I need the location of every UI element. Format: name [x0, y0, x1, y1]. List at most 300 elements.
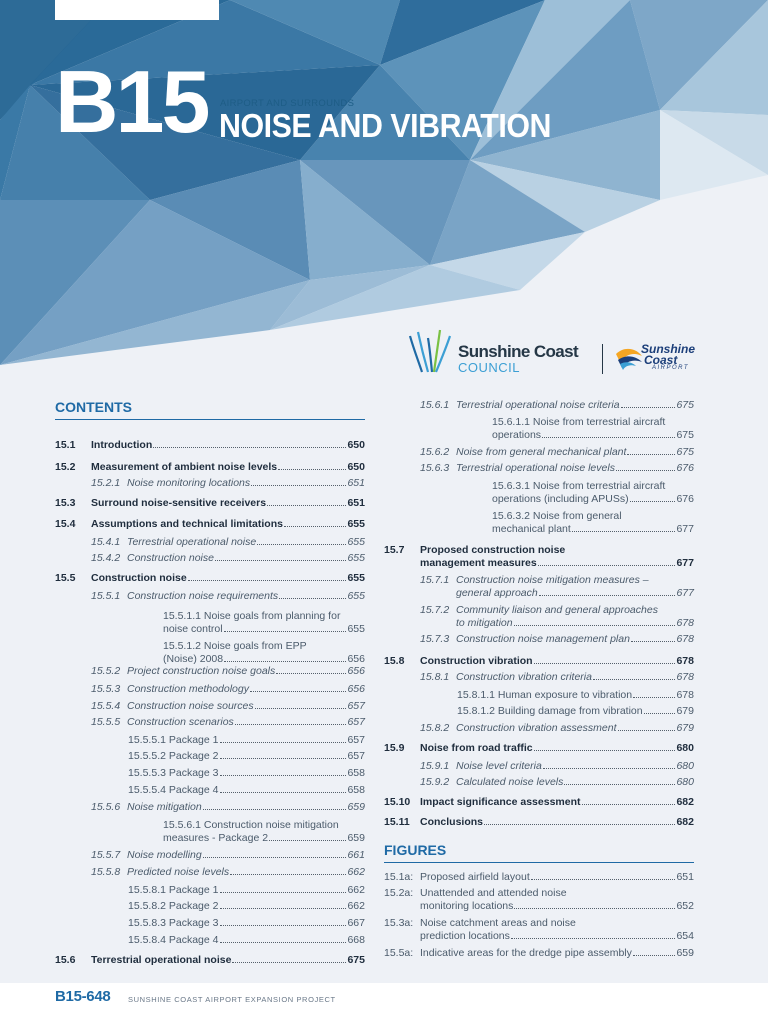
entry-page: 652	[676, 900, 694, 912]
entry-title: Assumptions and technical limitations	[91, 518, 283, 530]
entry-number: 15.4.1	[91, 536, 121, 548]
entry-number: 15.1a:	[384, 871, 414, 883]
entry-title: Construction noise sources	[127, 700, 254, 712]
entry-number: 15.9.2	[420, 776, 450, 788]
leader-dots	[618, 730, 676, 731]
leader-dots	[542, 437, 675, 438]
leader-dots	[220, 758, 347, 759]
entry-title: Construction scenarios	[127, 716, 234, 728]
entry-title: Proposed construction noise	[420, 544, 566, 556]
entry-title-cont: operations (including APUSs)	[492, 493, 629, 505]
entry-line	[420, 796, 694, 809]
entry-page: 678	[676, 633, 694, 645]
entry-line	[91, 518, 365, 531]
entry-title: Indicative areas for the dredge pipe assembly	[420, 947, 632, 959]
entry-line	[457, 689, 694, 702]
entry-body	[128, 750, 365, 763]
footer-project: SUNSHINE COAST AIRPORT EXPANSION PROJECT	[128, 995, 336, 1004]
entry-number: 15.11	[384, 816, 410, 828]
entry-title: 15.6.3.1 Noise from terrestrial aircraft	[492, 480, 666, 492]
leader-dots	[616, 470, 676, 471]
entry-page: 676	[676, 493, 694, 505]
leader-dots	[531, 879, 676, 880]
contents-heading: CONTENTS	[55, 399, 365, 420]
entry-line	[128, 884, 365, 897]
entry-number: 15.5.6	[91, 801, 121, 813]
entry-line	[456, 760, 694, 773]
entry-line	[91, 461, 365, 474]
entry-line	[456, 722, 694, 735]
leader-dots	[220, 742, 347, 743]
entry-number: 15.2a:	[384, 887, 414, 899]
entry-page: 655	[347, 536, 365, 548]
entry-body	[456, 462, 694, 475]
entry-title: 15.5.6.1 Construction noise mitigation	[163, 819, 339, 831]
leader-dots	[644, 713, 676, 714]
leader-dots	[279, 598, 346, 599]
entry-page: 675	[676, 446, 694, 458]
entry-page: 651	[347, 497, 365, 509]
entry-body	[420, 917, 694, 943]
entry-number: 15.5.3	[91, 683, 121, 695]
entry-number: 15.3	[55, 497, 76, 509]
entry-title: 15.5.5.1 Package 1	[128, 734, 219, 746]
entry-line	[456, 462, 694, 475]
entry-page: 655	[347, 572, 365, 584]
entry-body	[127, 716, 365, 729]
entry-page: 656	[347, 683, 365, 695]
entry-title: Introduction	[91, 439, 153, 451]
entry-number: 15.2.1	[91, 477, 121, 489]
entry-title: Construction noise	[91, 572, 187, 584]
entry-line	[128, 767, 365, 780]
entry-body	[127, 665, 365, 678]
entry-number: 15.5.8	[91, 866, 121, 878]
entry-title-cont: noise control	[163, 623, 223, 635]
entry-page: 677	[676, 523, 694, 535]
entry-body	[127, 477, 365, 490]
entry-page: 658	[347, 784, 365, 796]
leader-dots	[511, 938, 676, 939]
entry-line	[457, 429, 694, 442]
entry-page: 655	[347, 518, 365, 530]
entry-page: 668	[347, 934, 365, 946]
leader-dots	[188, 580, 347, 581]
leader-dots	[631, 641, 676, 642]
entry-body	[420, 655, 694, 668]
entry-line	[127, 683, 365, 696]
leader-dots	[627, 454, 675, 455]
entry-number: 15.7.1	[420, 574, 450, 586]
entry-title: 15.5.5.4 Package 4	[128, 784, 219, 796]
chapter-code: B15	[55, 52, 208, 151]
leader-dots	[203, 857, 347, 858]
entry-number: 15.5	[55, 572, 76, 584]
entry-title: Noise level criteria	[456, 760, 542, 772]
entry-page: 662	[347, 900, 365, 912]
entry-body	[127, 801, 365, 814]
chapter-title: NOISE AND VIBRATION	[219, 107, 551, 144]
entry-page: 650	[347, 461, 365, 473]
entry-title: 15.5.1.1 Noise goals from planning for	[163, 610, 341, 622]
leader-dots	[220, 908, 347, 909]
figures-heading: FIGURES	[384, 842, 694, 863]
entry-body	[128, 900, 365, 913]
entry-title: Calculated noise levels	[456, 776, 564, 788]
entry-page: 682	[676, 796, 694, 808]
airport-name-line1: Sunshine	[641, 342, 696, 356]
entry-body	[128, 734, 365, 747]
entry-body	[91, 461, 365, 474]
entry-page: 659	[347, 832, 365, 844]
entry-title-cont: operations	[492, 429, 542, 441]
entry-body	[457, 416, 694, 442]
entry-page: 679	[676, 722, 694, 734]
entry-line	[91, 954, 365, 967]
entry-page: 675	[347, 954, 365, 966]
entry-title: 15.6.1.1 Noise from terrestrial aircraft	[492, 416, 666, 428]
footer-bar	[0, 983, 768, 1024]
entry-body	[91, 954, 365, 967]
entry-line	[127, 849, 365, 862]
entry-line	[420, 947, 694, 960]
entry-title: Noise monitoring locations	[127, 477, 251, 489]
entry-line	[420, 816, 694, 829]
entry-title: Terrestrial operational noise	[127, 536, 257, 548]
entry-body	[457, 689, 694, 702]
entry-number: 15.4.2	[91, 552, 121, 564]
leader-dots	[572, 531, 676, 532]
entry-number: 15.10	[384, 796, 411, 808]
entry-line	[91, 572, 365, 585]
entry-line	[420, 557, 694, 570]
entry-line	[128, 917, 365, 930]
entry-title: Terrestrial operational noise levels	[456, 462, 615, 474]
leader-dots	[257, 544, 346, 545]
entry-page: 675	[676, 399, 694, 411]
entry-line	[420, 900, 694, 913]
entry-title: Noise from road traffic	[420, 742, 533, 754]
leader-dots	[153, 447, 346, 448]
entry-title: Construction noise mitigation measures –	[456, 574, 649, 586]
entry-title-cont: (Noise) 2008	[163, 653, 224, 665]
entry-line	[91, 439, 365, 452]
entry-title: 15.8.1.1 Human exposure to vibration	[457, 689, 633, 701]
entry-line	[128, 784, 365, 797]
leader-dots	[251, 485, 346, 486]
entry-line	[127, 716, 365, 729]
entry-page: 678	[676, 617, 694, 629]
leader-dots	[232, 962, 346, 963]
entry-title: Unattended and attended noise	[420, 887, 567, 899]
entry-line	[456, 399, 694, 412]
entry-number: 15.5a:	[384, 947, 414, 959]
entry-page: 651	[676, 871, 694, 883]
entry-body	[127, 552, 365, 565]
entry-number: 15.9.1	[420, 760, 450, 772]
entry-page: 661	[347, 849, 365, 861]
entry-title: Construction vibration criteria	[456, 671, 592, 683]
entry-page: 655	[347, 623, 365, 635]
entry-number: 15.9	[384, 742, 405, 754]
leader-dots	[220, 942, 347, 943]
leader-dots	[215, 560, 347, 561]
entry-number: 15.5.4	[91, 700, 121, 712]
entry-page: 678	[676, 689, 694, 701]
entry-page: 679	[676, 705, 694, 717]
entry-page: 678	[676, 671, 694, 683]
page-number: B15-648	[55, 988, 111, 1005]
entry-body	[456, 760, 694, 773]
contents-left-column	[55, 399, 365, 966]
entry-body	[457, 705, 694, 718]
entry-body	[456, 633, 694, 646]
entry-title: Predicted noise levels	[127, 866, 230, 878]
entry-body	[91, 518, 365, 531]
entry-body	[456, 399, 694, 412]
leader-dots	[484, 824, 675, 825]
entry-number: 15.2	[55, 461, 76, 473]
entry-body	[128, 884, 365, 897]
entry-title: 15.5.5.3 Package 3	[128, 767, 219, 779]
entry-title: 15.5.1.2 Noise goals from EPP	[163, 640, 307, 652]
entry-number: 15.5.2	[91, 665, 121, 677]
entry-body	[128, 610, 365, 636]
entry-title: Construction noise management plan	[456, 633, 630, 645]
entry-page: 680	[676, 742, 694, 754]
leader-dots	[276, 673, 346, 674]
entry-line	[456, 671, 694, 684]
entry-title: 15.5.5.2 Package 2	[128, 750, 219, 762]
leader-dots	[593, 679, 675, 680]
entry-page: 678	[676, 655, 694, 667]
entry-title: Construction methodology	[127, 683, 249, 695]
entry-body	[127, 700, 365, 713]
entry-page: 658	[347, 767, 365, 779]
entry-line	[127, 552, 365, 565]
entry-body	[456, 722, 694, 735]
entry-number: 15.6.2	[420, 446, 450, 458]
entry-page: 680	[676, 760, 694, 772]
entry-title: 15.5.8.2 Package 2	[128, 900, 219, 912]
entry-body	[128, 640, 365, 666]
entry-number: 15.8	[384, 655, 405, 667]
entry-number: 15.7.2	[420, 604, 450, 616]
entry-number: 15.7.3	[420, 633, 450, 645]
entry-body	[420, 796, 694, 809]
entry-number: 15.8.1	[420, 671, 450, 683]
entry-page: 667	[347, 917, 365, 929]
entry-title: Measurement of ambient noise levels	[91, 461, 278, 473]
leader-dots	[220, 925, 347, 926]
entry-body	[128, 767, 365, 780]
leader-dots	[224, 661, 346, 662]
entry-body	[91, 439, 365, 452]
leader-dots	[267, 505, 346, 506]
entry-title-cont: general approach	[456, 587, 538, 599]
entry-title: Construction noise requirements	[127, 590, 279, 602]
header-tab	[55, 0, 219, 20]
entry-page: 659	[347, 801, 365, 813]
leader-dots	[284, 526, 347, 527]
entry-page: 677	[676, 557, 694, 569]
entry-page: 657	[347, 716, 365, 728]
entry-title: Project construction noise goals	[127, 665, 276, 677]
entry-line	[128, 623, 365, 636]
leader-dots	[514, 625, 676, 626]
entry-line	[127, 536, 365, 549]
entry-number: 15.7	[384, 544, 405, 556]
entry-line	[127, 590, 365, 603]
entry-body	[91, 497, 365, 510]
entry-number: 15.5.5	[91, 716, 121, 728]
leader-dots	[220, 892, 347, 893]
entry-line	[127, 665, 365, 678]
entry-body	[456, 446, 694, 459]
leader-dots	[235, 724, 347, 725]
entry-number: 15.6.3	[420, 462, 450, 474]
entry-title: Terrestrial operational noise criteria	[456, 399, 620, 411]
entry-line	[420, 930, 694, 943]
entry-title: 15.5.8.3 Package 3	[128, 917, 219, 929]
entry-number: 15.5.7	[91, 849, 121, 861]
council-logo-icon	[406, 328, 458, 376]
entry-title-cont: mechanical plant	[492, 523, 571, 535]
entry-title: 15.6.3.2 Noise from general	[492, 510, 622, 522]
entry-title-cont: measures - Package 2	[163, 832, 269, 844]
logo-bar	[406, 328, 706, 376]
entry-number: 15.6.1	[420, 399, 450, 411]
entry-title: Conclusions	[420, 816, 484, 828]
leader-dots	[255, 708, 347, 709]
entry-line	[456, 776, 694, 789]
entry-page: 656	[347, 665, 365, 677]
entry-body	[128, 934, 365, 947]
leader-dots	[230, 874, 346, 875]
entry-body	[456, 671, 694, 684]
entry-title-cont: to mitigation	[456, 617, 513, 629]
entry-number: 15.1	[55, 439, 76, 451]
entry-body	[420, 871, 694, 884]
entry-page: 655	[347, 590, 365, 602]
entry-number: 15.4	[55, 518, 76, 530]
entry-title: 15.8.1.2 Building damage from vibration	[457, 705, 643, 717]
entry-body	[127, 866, 365, 879]
entry-title-cont: prediction locations	[420, 930, 510, 942]
entry-title: Noise catchment areas and noise	[420, 917, 576, 929]
entry-line	[128, 832, 365, 845]
leader-dots	[224, 631, 347, 632]
entry-body	[420, 887, 694, 913]
entry-body	[456, 776, 694, 789]
entry-title: Noise from general mechanical plant	[456, 446, 627, 458]
entry-line	[128, 900, 365, 913]
entry-page: 657	[347, 750, 365, 762]
entry-line	[420, 655, 694, 668]
entry-line	[127, 700, 365, 713]
council-sub: COUNCIL	[458, 360, 521, 375]
leader-dots	[534, 663, 676, 664]
entry-page: 650	[347, 439, 365, 451]
chapter-kicker: AIRPORT AND SURROUNDS	[220, 98, 355, 109]
entry-line	[91, 497, 365, 510]
entry-body	[456, 574, 694, 600]
entry-line	[420, 871, 694, 884]
logo-divider	[602, 344, 603, 374]
entry-line	[456, 587, 694, 600]
entry-line	[127, 801, 365, 814]
airport-logo-icon	[614, 342, 644, 372]
airport-name-line3: AIRPORT	[652, 365, 690, 371]
entry-line	[456, 633, 694, 646]
leader-dots	[564, 784, 675, 785]
entry-title-cont: management measures	[420, 557, 537, 569]
entry-page: 651	[347, 477, 365, 489]
entry-page: 655	[347, 552, 365, 564]
leader-dots	[220, 792, 347, 793]
leader-dots	[534, 750, 676, 751]
entry-title: 15.5.8.1 Package 1	[128, 884, 219, 896]
leader-dots	[633, 955, 676, 956]
entry-title: Terrestrial operational noise	[91, 954, 232, 966]
entry-body	[420, 742, 694, 755]
leader-dots	[250, 691, 346, 692]
entry-page: 654	[676, 930, 694, 942]
leader-dots	[278, 469, 346, 470]
entry-title: Noise modelling	[127, 849, 202, 861]
entry-title: Construction noise	[127, 552, 214, 564]
entry-body	[420, 544, 694, 570]
entry-title: Surround noise-sensitive receivers	[91, 497, 267, 509]
leader-dots	[538, 565, 676, 566]
entry-page: 676	[676, 462, 694, 474]
entry-body	[128, 784, 365, 797]
leader-dots	[203, 809, 347, 810]
leader-dots	[582, 804, 676, 805]
entry-body	[128, 819, 365, 845]
entry-page: 656	[347, 653, 365, 665]
entry-line	[456, 617, 694, 630]
entry-body	[128, 917, 365, 930]
entry-body	[91, 572, 365, 585]
leader-dots	[543, 768, 676, 769]
entry-title: Impact significance assessment	[420, 796, 581, 808]
entry-title: Construction vibration	[420, 655, 533, 667]
entry-body	[420, 947, 694, 960]
entry-page: 675	[676, 429, 694, 441]
entry-page: 662	[347, 866, 365, 878]
entry-body	[420, 816, 694, 829]
entry-page: 682	[676, 816, 694, 828]
council-name: Sunshine Coast	[458, 342, 579, 361]
entry-page: 657	[347, 734, 365, 746]
leader-dots	[633, 697, 675, 698]
entry-page: 659	[676, 947, 694, 959]
entry-page: 657	[347, 700, 365, 712]
entry-line	[457, 493, 694, 506]
entry-line	[128, 934, 365, 947]
entry-title: Construction vibration assessment	[456, 722, 617, 734]
leader-dots	[621, 407, 676, 408]
entry-body	[457, 480, 694, 506]
entry-title: 15.5.8.4 Package 4	[128, 934, 219, 946]
entry-line	[457, 705, 694, 718]
entry-line	[127, 477, 365, 490]
entry-number: 15.6	[55, 954, 76, 966]
entry-title: Community liaison and general approaches	[456, 604, 658, 616]
entry-body	[127, 849, 365, 862]
entry-title: Noise mitigation	[127, 801, 202, 813]
